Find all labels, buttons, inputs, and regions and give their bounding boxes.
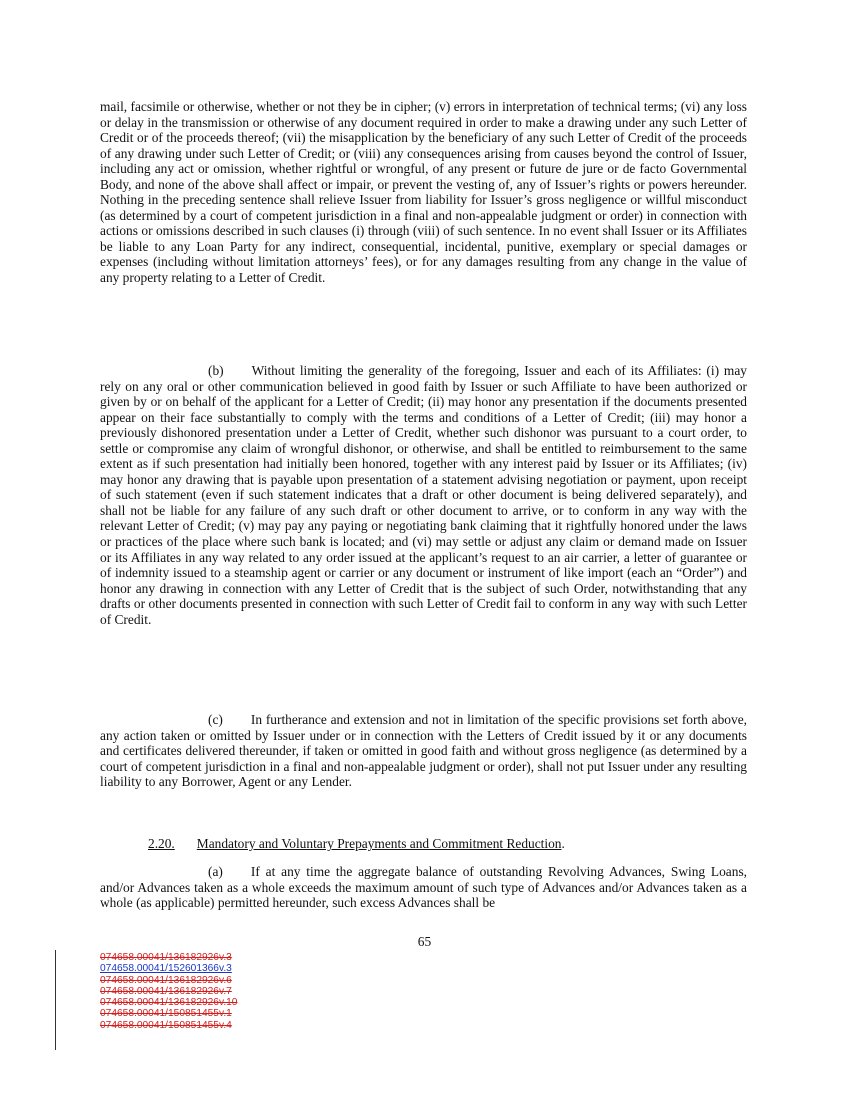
paragraph-b	[100, 363, 747, 627]
paragraph-a	[100, 864, 747, 911]
doc-id-deleted: 074658.00041/136182926v.3	[100, 952, 232, 963]
section-title-period: .	[561, 836, 565, 851]
continuation-paragraph: mail, facsimile or otherwise, whether or not they be in cipher; (v) errors in interpretation of technical terms; (vi) any loss or delay in the transmission or otherwise of any document required in order to make a drawing under any such Letter of Credit or of the proceeds thereof; (vii) the misapplication by the beneficiary of any such Letter of Credit of the proceeds of any drawing under such Letter of Credit; or (viii) any consequences arising from causes beyond the control of Issuer, including any act or omission, whether rightful or wrongful, of any present or future de jure or de facto Governmental Body, and none of the above shall affect or impair, or prevent the vesting of, any of Issuer’s rights or powers hereunder. Nothing in the preceding sentence shall relieve Issuer from liability for Issuer’s gross negligence or willful misconduct (as determined by a court of competent jurisdiction in a final and non-appealable judgment or order) in connection with actions or omissions described in such clauses (i) through (viii) of such sentence. In no event shall Issuer or its Affiliates be liable to any Loan Party for any indirect, consequential, incidental, punitive, exemplary or special damages or expenses (including without limitation attorneys’ fees), or for any damages resulting from any change in the value of any property relating to a Letter of Credit.	[100, 99, 747, 286]
section-heading	[148, 836, 565, 852]
section-title: Mandatory and Voluntary Prepayments and Commitment Reduction	[196, 836, 562, 851]
paragraph-b-label: (b)	[208, 363, 224, 378]
doc-id-deleted: 074658.00041/150851455v.4	[100, 1019, 232, 1031]
page-number: 65	[417, 934, 432, 949]
paragraph-a-label: (a)	[208, 864, 223, 879]
section-number: 2.20.	[148, 836, 175, 851]
doc-id-deleted: 074658.00041/136182926v.6	[100, 974, 232, 986]
paragraph-a-text: If at any time the aggregate balance of outstanding Revolving Advances, Swing Loans, and/or Advances taken as a whole exceeds the maximum amount of such type of Advances and/or Advances taken as a whole (as applicable) permitted hereunder, such excess Advances shall be	[100, 864, 747, 911]
doc-id-deleted: 074658.00041/136182926v.7	[100, 985, 232, 997]
doc-id-current: 074658.00041/152601366v.3	[100, 963, 232, 975]
paragraph-c-label: (c)	[208, 712, 223, 727]
doc-id-deleted: 074658.00041/150851455v.1	[100, 1008, 232, 1020]
paragraph-c-text: In furtherance and extension and not in limitation of the specific provisions set forth above, any action taken or omitted by Issuer under or in connection with the Letters of Credit issued by it or any documents and certificates delivered thereunder, if taken or omitted in good faith and without gross negligence (as determined by a court of competent jurisdiction in a final and non-appealable judgment or order), shall not put Issuer under any resulting liability to any Borrower, Agent or any Lender.	[100, 712, 747, 790]
paragraph-c	[100, 712, 747, 790]
document-id-stack	[100, 952, 237, 1031]
paragraph-b-text: Without limiting the generality of the foregoing, Issuer and each of its Affiliates: (i) may rely on any oral or other communication believed in good faith by Issuer or such Affiliate to have been authorized or given by or on behalf of the applicant for a Letter of Credit; (ii) may honor any presentation if the documents presented appear on their face substantially to comply with the terms and conditions of a Letter of Credit; (iii) may honor a previously dishonored presentation under a Letter of Credit, whether such dishonor was pursuant to a court order, to settle or compromise any claim of wrongful dishonor, or otherwise, and shall be entitled to reimbursement to the same extent as if such presentation had initially been honored, together with any interest paid by Issuer or its Affiliates; (iv) may honor any drawing that is payable upon presentation of a statement advising negotiation or payment, upon receipt of such statement (even if such statement indicates that a draft or other document is being delivered separately), and shall not be liable for any failure of any such draft or other document to arrive, or to conform in any way with the relevant Letter of Credit; (v) may pay any paying or negotiating bank claiming that it rightfully honored under the laws or practices of the place where such bank is located; and (vi) may settle or adjust any claim or demand made on Issuer or its Affiliates in any way related to any order issued at the applicant’s request to an air carrier, a letter of guarantee or of indemnity issued to a steamship agent or carrier or any document or instrument of like import (each an “Order”) and honor any drawing in connection with any Letter of Credit that is the subject of such Order, notwithstanding that any drafts or other documents presented in connection with such Letter of Credit fail to conform in any way with such Letter of Credit.	[100, 363, 747, 627]
doc-id-deleted: 074658.00041/136182926v.10	[100, 997, 238, 1009]
revision-bar	[55, 950, 56, 1050]
